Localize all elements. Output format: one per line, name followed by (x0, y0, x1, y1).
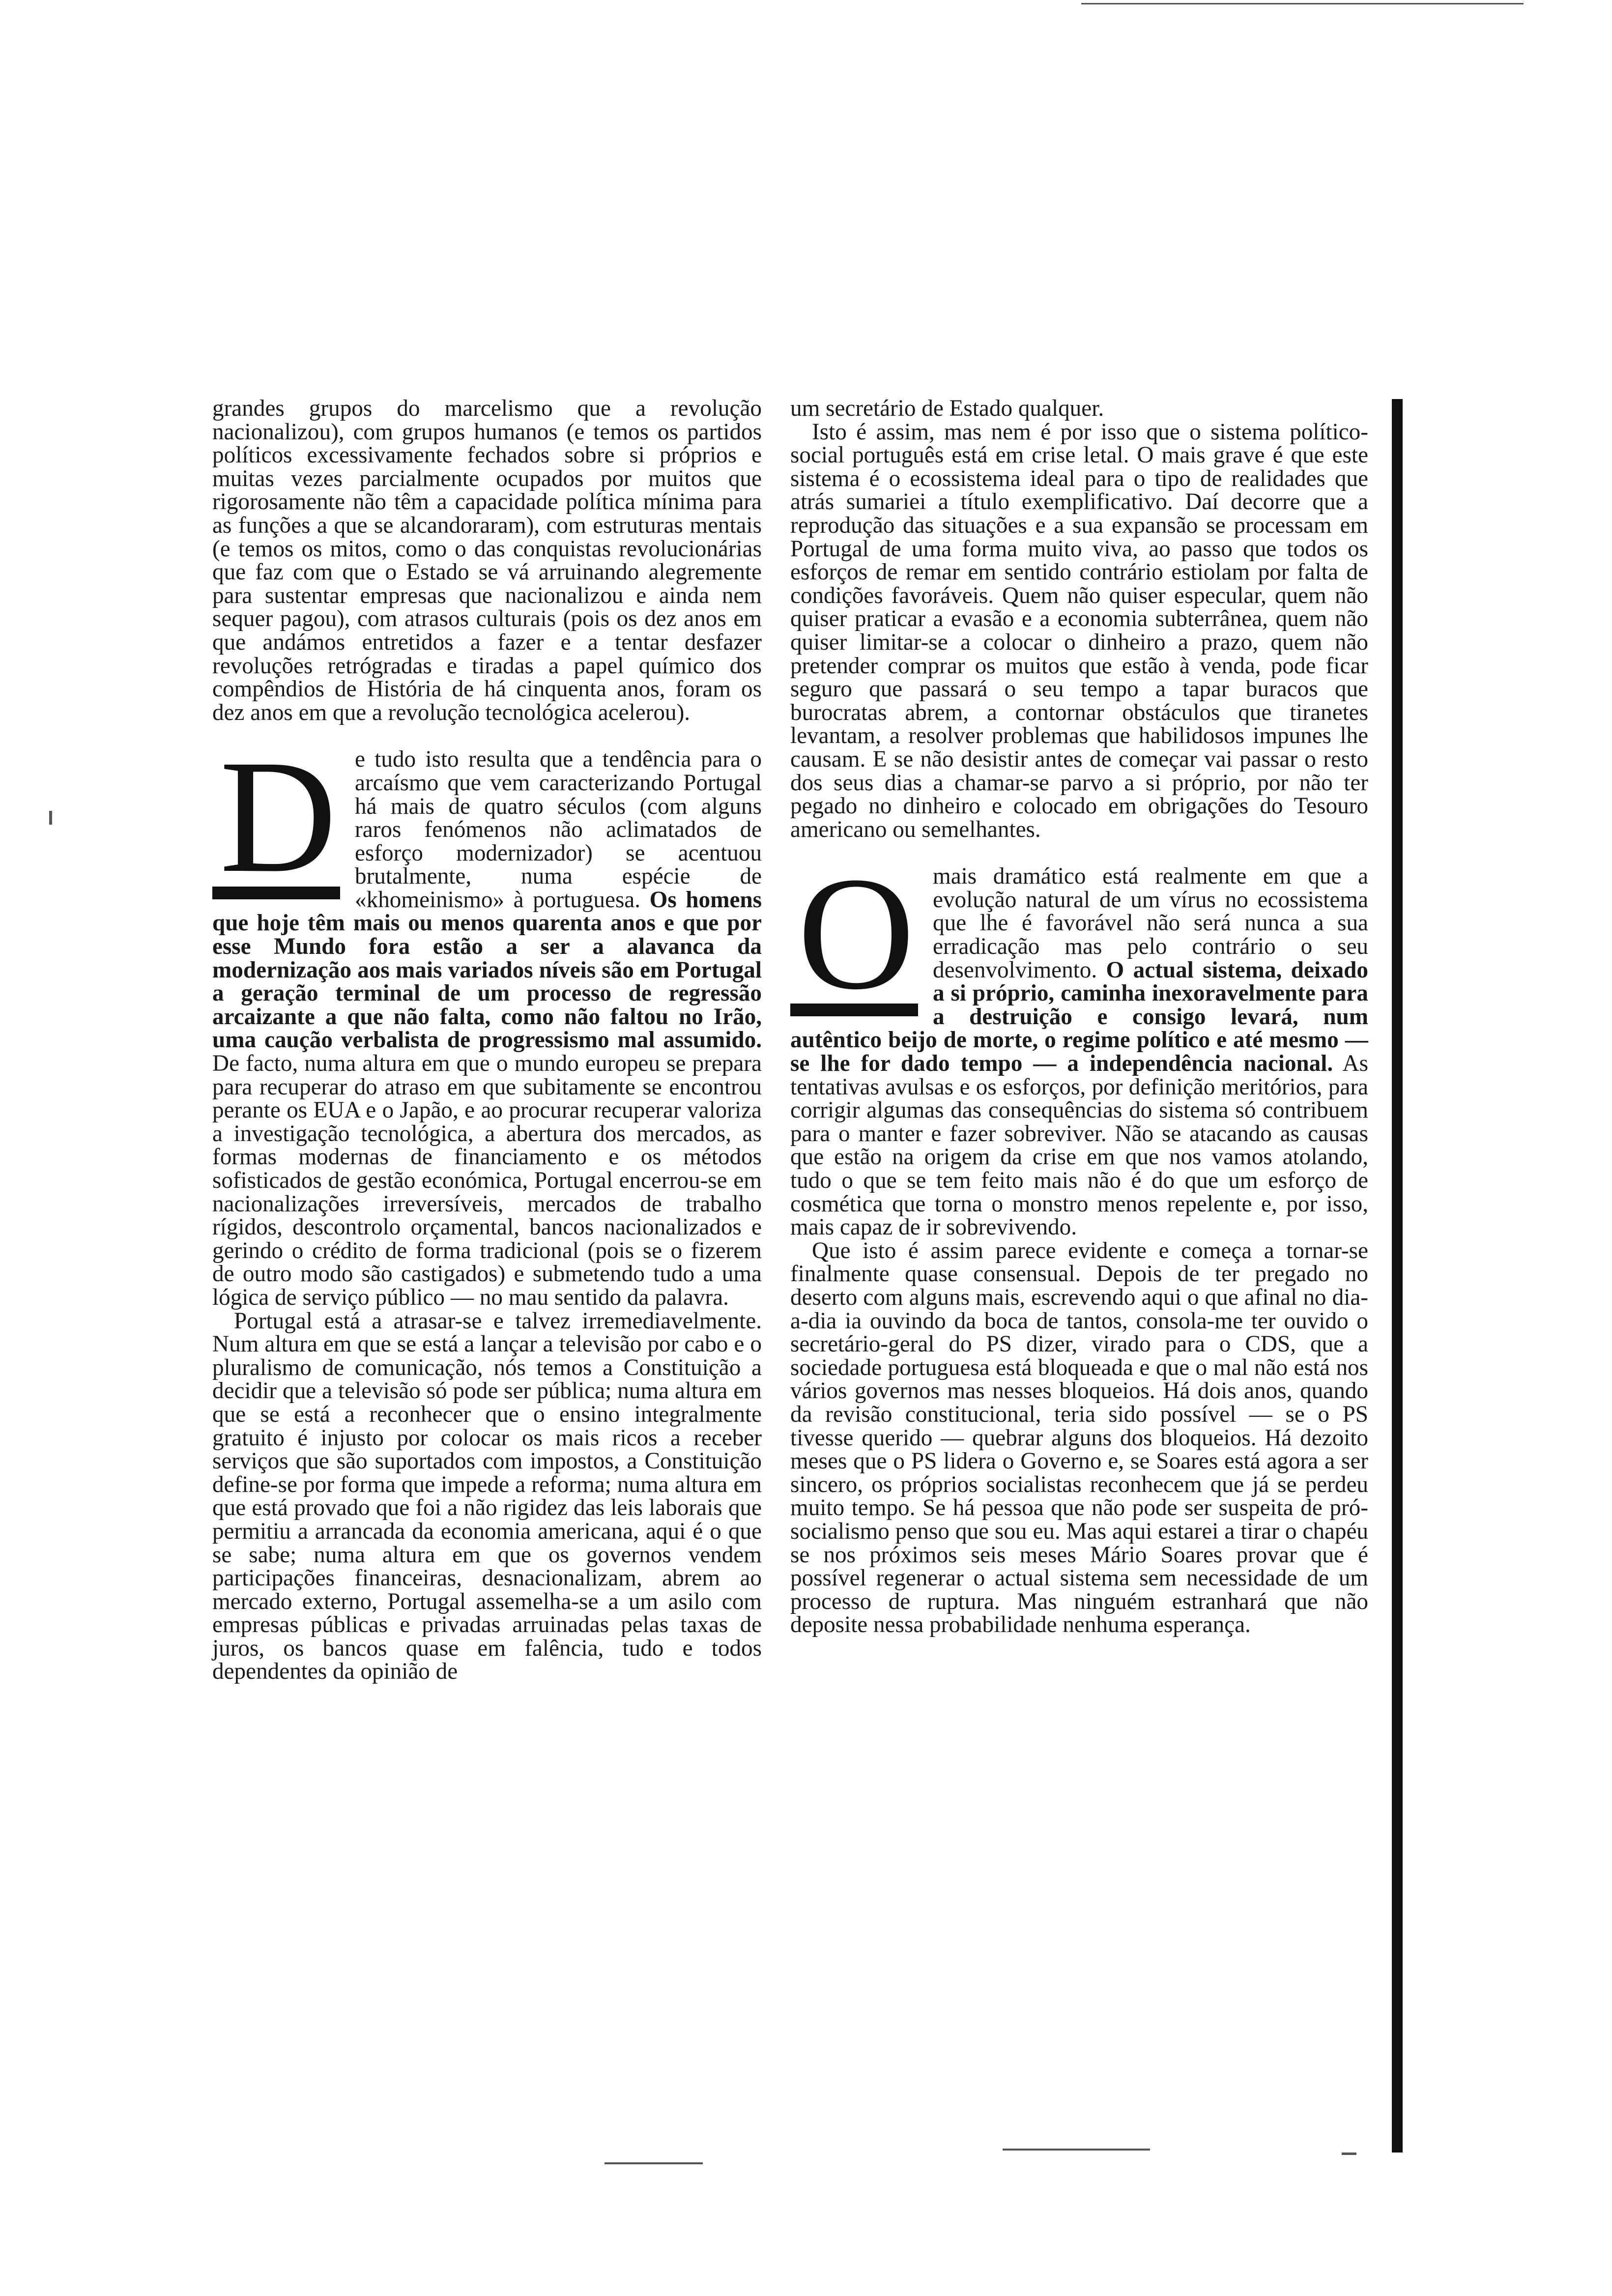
right-paragraph-3-bold: O actual sistema, deixado a si próprio, caminha inexoravelmente para a destruição e consigo levará, num autêntico beijo de morte, o regime político e até mesmo — se lhe for dado tempo — a independência nacional. (790, 957, 1369, 1077)
right-column (790, 397, 1368, 1637)
drop-cap-d: D (212, 750, 344, 899)
right-paragraph-4: Que isto é assim parece evidente e começa a tornar-se finalmente quase consensual. Depois de ter pregado no deserto com alguns mais, escrevendo aqui o que afinal no dia-a-dia ia ouvindo da boca de tantos, consola-me ter ouvido o secretário-geral do PS dizer, virado para o CDS, que a sociedade portuguesa está bloqueada e que o mal não está nos vários governos mas nesses bloqueios. Há dois anos, quando da revisão constitucional, teria sido possível — se o PS tivesse querido — quebrar alguns dos bloqueios. Há dezoito meses que o PS lidera o Governo e, se Soares está agora a ser sincero, os próprios socialistas reconhecem que já se perdeu muito tempo. Se há pessoa que não pode ser suspeita de pró-socialismo penso que sou eu. Mas aqui estarei a tirar o chapéu se nos próximos seis meses Mário Soares provar que é possível regenerar o actual sistema sem necessidade de um processo de ruptura. Mas ninguém estranhará que não deposite nessa probabilidade nenhuma esperança. (790, 1237, 1368, 1638)
scan-speck (1081, 3, 1524, 4)
vertical-rule (1392, 399, 1403, 2152)
right-paragraph-3-intro: mais dramático está realmente em que a evolução natural de um vírus no ecossistema que lhe é favorável não será nunca a sua erradicação mas pelo contrário o seu desenvolvimento. (933, 863, 1368, 983)
scan-speck (1342, 2152, 1356, 2155)
left-paragraph-2-rest: De facto, numa altura em que o mundo europeu se prepara para recuperar do atraso em que subitamente se encontrou perante os EUA e o Japão, e ao procurar recuperar valoriza a investigação tecnológica, a abertura dos mercados, as formas modernas de financiamento e os métodos sofisticados de gestão económica, Portugal encerrou-se em nacionalizações irreversíveis, mercados de trabalho rígidos, descontrolo orçamental, bancos nacionalizados e gerindo o crédito de forma tradicional (pois se o fizerem de outro modo são castigados) e submetendo tudo a uma lógica de serviço público — no mau sentido da palavra. (212, 1051, 762, 1310)
left-column (212, 397, 762, 1684)
left-paragraph-2 (212, 727, 762, 1310)
left-paragraph-2-bold: Os homens que hoje têm mais ou menos quarenta anos e que por esse Mundo fora estão a ser a alavanca da modernização aos mais variados níveis são em Portugal a geração terminal de um processo de regressão arcaizante a que não falta, como não faltou no Irão, uma caução verbalista de progressismo mal assumido. (212, 887, 762, 1053)
right-paragraph-1: um secretário de Estado qualquer. (790, 396, 1104, 421)
left-paragraph-3: Portugal está a atrasar-se e talvez irremediavelmente. Num altura em que se está a lançar a televisão por cabo e o pluralismo de comunicação, nós temos a Constituição a decidir que a televisão só pode ser pública; numa altura em que se está a reconhecer que o ensino integralmente gratuito é injusto por colocar os mais ricos a receber serviços que são suportados com impostos, a Constituição define-se por forma que impede a reforma; numa altura em que está provado que foi a não rigidez das leis laborais que permitiu a arrancada da economia americana, aqui é o que se sabe; numa altura em que os governos vendem participações financeiras, desnacionalizam, abrem ao mercado externo, Portugal assemelha-se a um asilo com empresas públicas e privadas arruinadas pelas taxas de juros, os bancos quase em falência, tudo e todos dependentes da opinião de (212, 1308, 762, 1685)
scan-speck (1003, 2149, 1150, 2151)
left-paragraph-1: grandes grupos do marcelismo que a revolução nacionalizou), com grupos humanos (e temos os partidos políticos excessivamente fechados sobre si próprios e muitas vezes parcialmente ocupados por muitos que rigorosamente não têm a capacidade política mínima para as funções a que se alcandoraram), com estruturas mentais (e temos os mitos, como o das conquistas revolucionárias que faz com que o Estado se vá arruinando alegremente para sustentar empresas que nacionalizou e ainda nem sequer pagou), com atrasos culturais (pois os dez anos em que andámos entretidos a fazer e a tentar desfazer revoluções retrógradas e tiradas a papel químico dos compêndios de História de há cinquenta anos, foram os dez anos em que a revolução tecnológica acelerou). (212, 396, 762, 725)
drop-cap-o: O (790, 867, 922, 1016)
scan-speck (49, 811, 52, 825)
right-paragraph-3 (790, 844, 1369, 1240)
right-paragraph-2: Isto é assim, mas nem é por isso que o sistema político-social português está em crise letal. O mais grave é que este sistema é o ecossistema ideal para o tipo de realidades que atrás sumariei a título exemplificativo. Daí decorre que a reprodução das situações e a sua expansão se processam em Portugal de uma forma muito viva, ao passo que todos os esforços de remar em sentido contrário estiolam por falta de condições favoráveis. Quem não quiser especular, quem não quiser praticar a evasão e a economia subterrânea, quem não quiser limitar-se a colocar o dinheiro a prazo, quem não pretender comprar os muitos que estão à venda, pode ficar seguro que passará o seu tempo a tapar buracos que burocratas abrem, a contornar obstáculos que tiranetes levantam, a resolver problemas que habilidosos impunes lhe causam. E se não desistir antes de começar vai passar o resto dos seus dias a chamar-se parvo a si próprio, por não ter pegado no dinheiro e colocado em obrigações do Tesouro americano ou semelhantes. (790, 419, 1368, 842)
right-paragraph-3-rest: As tentativas avulsas e os esforços, por definição meritórios, para corrigir algumas das consequências do sistema só contribuem para o manter e fazer sobreviver. Não se atacando as causas que estão na origem da crise em que nos vamos atolando, tudo o que se tem feito mais não é do que um esforço de cosmética que torna o monstro menos repelente e, por isso, mais capaz de ir sobrevivendo. (790, 1051, 1368, 1240)
scan-speck (604, 2162, 703, 2164)
left-paragraph-2-intro: e tudo isto resulta que a tendência para o arcaísmo que vem caracterizando Portugal há mais de quatro séculos (com alguns raros fenómenos não aclimatados de esforço modernizador) se acentuou brutalmente, numa espécie de «khomeinismo» à portuguesa. (355, 746, 762, 913)
